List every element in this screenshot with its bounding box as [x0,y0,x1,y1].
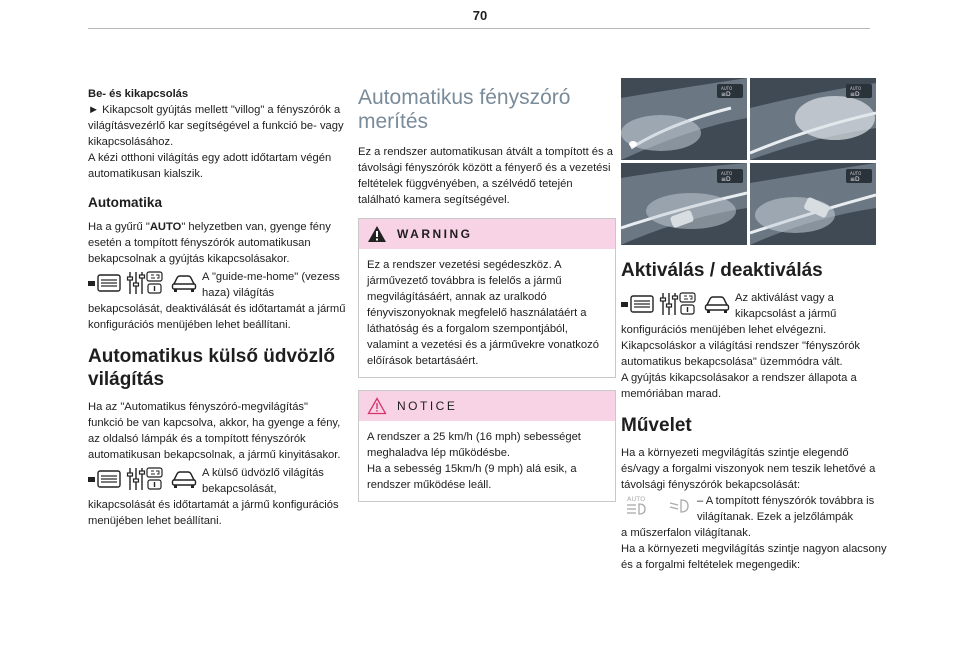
beam-intro: Ez a rendszer automatikusan átvált a tompított és a távolsági fényszórók között a fényerő és a vezetési feltételek függvényében, a szélvédő tetején található kamera segítségével. [358,146,613,206]
car-icon [703,294,731,314]
off-text: ► Kikapcsolt gyújtás mellett "villog" a fényszórók a világításvezérlő kar segítségével a funkció be- vagy kikapcsolásához. [88,104,344,148]
welcome-icon-row [88,465,346,497]
header-rule [88,28,870,29]
svg-text:AUTO: AUTO [850,171,862,176]
notice-body [359,421,615,501]
operation-heading: Művelet [621,415,692,436]
config-icons [621,290,731,317]
auto-icon-text-2: bekapcsolását, deaktiválását és időtartamát a jármű konfigurációs menüjében lehet beállítani. [88,303,346,331]
road-photo-1 [621,78,747,160]
notice-box [358,390,616,502]
welcome-icon-text: A külső üdvözlő világítás bekapcsolását, [202,467,324,495]
column-middle [358,86,616,514]
road-photo-2 [750,78,876,160]
svg-text:AUTO: AUTO [850,86,862,91]
config-icons [88,269,198,296]
svg-text:≡D: ≡D [721,176,731,183]
auto-heading: Automatika [88,195,163,210]
notice-header [359,391,615,421]
touchscreen-icon [88,272,122,294]
warning-triangle-icon [367,225,387,243]
welcome-heading: Automatikus külső üdvözlő világítás [88,346,336,390]
operation-text: Ha a környezeti megvilágítás szintje elegendő és/vagy a forgalmi viszonyok nem teszik lehetővé a távolsági fényszórók bekapcsolását: [621,447,876,491]
welcome-text: Ha az "Automatikus fényszóró-megvilágítás" funkció be van kapcsolva, akkor, ha gyenge a fény, az oldalsó lámpák és a tompított fényszórók automatikusan bekapcsolnak, a jármű kinyitásakor. [88,401,341,461]
notice-triangle-icon [367,397,387,415]
low-beam-icon [665,494,693,516]
touchscreen-icon [88,468,122,490]
activate-text-3: A gyújtás kikapcsolásakor a rendszer állapota a memóriában marad. [621,372,857,400]
settings-sliders-icon [659,291,697,317]
off-heading: Be- és kikapcsolás [88,88,189,100]
operation-icon-text: – A tompított fényszórók továbbra is világítanak. Ezek a jelzőlámpák [697,495,875,523]
warning-title: WARNING [397,227,473,241]
auto-icon-text: A "guide-me-home" (vezess haza) világítás [202,271,340,299]
svg-text:AUTO: AUTO [721,86,733,91]
auto-high-beam-icon [621,494,655,516]
activate-heading: Aktiválás / deaktiválás [621,260,823,281]
notice-text: A rendszer a 25 km/h (16 mph) sebességet meghaladva lép működésbe. [367,431,581,459]
activate-icon-row [621,290,889,322]
activate-text-2: Kikapcsoláskor a világítási rendszer "fényszórók automatikus bekapcsolása" üzemmódra vált. [621,340,861,368]
settings-sliders-icon [126,270,164,296]
road-photo-4 [750,163,876,245]
svg-text:≡D: ≡D [850,176,860,183]
page-number: 70 [472,8,488,23]
notice-title: NOTICE [397,399,458,413]
warning-header [359,219,615,249]
operation-text-2: a műszerfalon világítanak. [621,527,751,539]
touchscreen-icon [621,293,655,315]
column-right [621,78,889,573]
svg-text:AUTO: AUTO [627,495,646,503]
svg-text:AUTO: AUTO [721,171,733,176]
settings-sliders-icon [126,466,164,492]
operation-icon-row [621,493,889,525]
car-icon [170,273,198,293]
welcome-icon-text-2: kikapcsolását és időtartamát a jármű konfigurációs menüjében lehet beállítani. [88,499,339,527]
warning-text: Ez a rendszer vezetési segédeszköz. A járművezető továbbra is felelős a jármű megvilágításáért, annak az uralkodó fényviszonyoknak megfelelő használatáért a láthatóság és a forgalom szempontjából, valamint a vezetési és a járművekre vonatkozó előírások betartásáért. [367,259,599,367]
road-photos [621,78,876,245]
config-icons [88,465,198,492]
car-icon [170,469,198,489]
beam-heading: Automatikus fényszóró merítés [358,86,571,133]
auto-icon-row [88,269,346,301]
svg-text:≡D: ≡D [850,91,860,98]
warning-box [358,218,616,378]
auto-text: Ha a gyűrű "AUTO" helyzetben van, gyenge fény esetén a tompított fényszórók automatikusan bekapcsolnak a gyújtás kikapcsolásakor. [88,221,331,265]
activate-text: konfigurációs menüjében lehet elvégezni. [621,324,827,336]
beam-indicator-icons [621,493,693,516]
road-photo-3 [621,163,747,245]
column-left [88,86,346,529]
notice-text-2: Ha a sebesség 15km/h (9 mph) alá esik, a rendszer működése leáll. [367,463,577,491]
operation-text-3: Ha a környezeti megvilágítás szintje nagyon alacsony és a forgalmi feltételek megengedik: [621,543,887,571]
off-text-2: A kézi otthoni világítás egy adott időtartam végén automatikusan kialszik. [88,152,332,180]
svg-text:≡D: ≡D [721,91,731,98]
activate-icon-text: Az aktiválást vagy a kikapcsolást a jármű [735,292,837,320]
